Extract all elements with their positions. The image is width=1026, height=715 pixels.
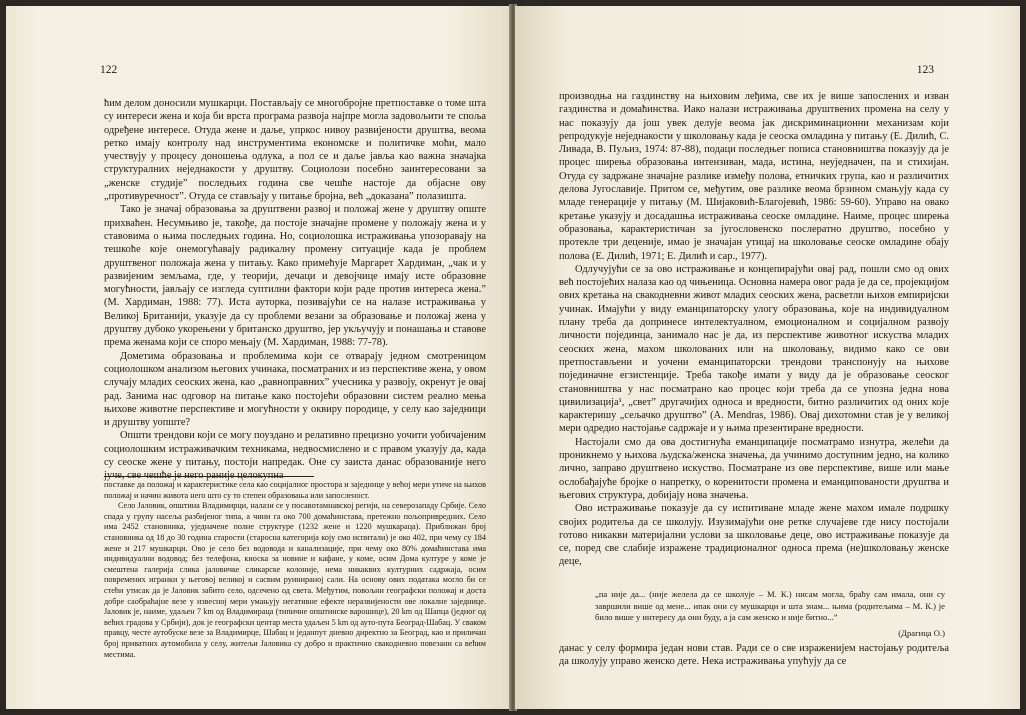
quote-attribution: (Драгица О.): [898, 627, 945, 638]
left-page: [6, 6, 511, 709]
right-body-text: [559, 90, 949, 569]
left-body-text: [104, 97, 486, 483]
paragraph: Тако је значај образовања за друштвени развој и положај жене у друштву опште прихваћен. Несумњиво је, такође, да постоје значајне промене у положају жена и у ставовима о њима последњих година. Но, социолошка истраживања упозоравају на тешкоће које онемогућавају радикалну промену ситуације када је проблем друштвеног положаја жена у питању. Како примећује Маргарет Хардиман, „чак и у развијеним земљама, где, у теорији, дечаци и девојчице имају исте образовне могућности, јављају се изгледа суптилни фактори који раде против интереса жена.” (М. Хардиман, 1988: 77). Иста ауторка, позивајући се на налазе истраживања у Великој Британији, указује да су проблеми везани за образовање и положај жена у друштву дубоко укорењени у британско друштво, јер укључују и понашања и ставове према женама који се споро мењају (М. Хардиман, 1988: 77-78).: [104, 204, 486, 349]
paragraph: Општи трендови који се могу поуздано и релативно прецизно уочити уобичајеним социолошким истраживачким техникама, недвосмислено и с правом указују да, када су сеоске жене у питању, постоји напредак. Оне су заиста данас образованије него јуче, све чешће је него раније целокупна: [104, 430, 486, 482]
page-number-left: 122: [100, 64, 118, 76]
quote-text: „па није да... (није желела да се школује – М. К.) нисам могла, браћу сам имала, они су завршили више од мене... ипак они су мушкарци и шта знам... њима (родитељима – М. К.) је било више у интересу да они буду, а ја сам женско и није битно...”: [595, 589, 945, 623]
paragraph: Настојали смо да ова достигнућа еманципације посматрамо изнутра, желећи да проникнемо у њихова људска/женска значења, да учинимо доступним једно, на колико лично, заправо друштвено искуство. Посматране из ове перспективе, више или мање ослобађајуће бројке о напретку, о коренитости промена и еманципованости друштва и његових структура, добијају нова значења.: [559, 436, 949, 501]
footnote-rule: [104, 476, 314, 477]
paragraph: производња на газдинству на њиховим леђима, све их је више запослених и изван газдинства и домаћинства. Иако налази истраживања друштвених промена на селу у нас показују да још увек делује веома јак дискриминационни механизам који репродукује неједнакости у школовању када је сеоска омладина у питању (Е. Дилић, С. Ливада, В. Пуљиз, 1974: 87-88), подаци последњег пописа становништва показују да је процес ширења образовања интензиван, мада, истина, неуједначен, па и стихијан. Отуда су задржане значајне разлике између полова, етничких група, као и различитих делова Југославије. Притом се, међутим, ове разлике веома брзином смањују када су младе генерације у питању (М. Шијаковић-Благојевић, 1986: 59-60). Управо на овако кретање указују и досадашња истраживања сеоске омладине. Наиме, процес ширења образовања, карактеристичан за југословенско послератно друштво, посебно у протекле три деценије, имао је значајан утицај на школовање сеоске омладине обају полова (Е. Дилић, 1971; Е. Дилић и сар., 1977).: [559, 91, 949, 262]
footnote: поставке да положај и карактеристике села као социјалног простора и заједнице у већој мери утиче на њихов положај и начин живота него што су то степен образовања или запосленост.: [104, 480, 486, 500]
paragraph: ћим делом доносили мушкарци. Постављају се многобројне претпоставке о томе шта су интереси жена и која би врста програма развоја најпре могла задовољити те споља одређене интересе. Отуда жене и даље, упркос нивоу развијености друштва, веома ретко имају контролу над инструментима економске и политичке моћи, мало учествују у процесу доношења одлука, а пол се и даље јавља као важна значајка структуралних неједнакости у друштву. Социолози посебно заинтересовани за „женске студије” последњих година све чешће настоје да објасне ову „противуречност”. Отуда се стављају у питање бројна, већ „доказана” полазишта.: [104, 98, 486, 203]
paragraph: Дометима образовања и проблемима који се отварају једном смотреницом социолошком анализом његових учинака, посматраних и из перспективе жена, у овом случају младих сеоских жена, као „равноправних” учесника у развоју, окренут је овај рад. Занима нас одговор на питање како постојећи образовни систем реално мења њихове животне перспективе и могућности у оквиру породице, у селу као заједници и друштву уопште?: [104, 350, 486, 429]
closing-text: [559, 642, 949, 669]
paragraph: Одлучујући се за ово истраживање и концепирајући овај рад, пошли смо од ових већ постојећих налаза као од чињеница. Основна намера овог рада је да се, пројекцијом ових кретања на свакодневни живот младих сеоских жена, расветли њихов емпиријски учинак. Имајући у виду еманципаторску улогу образовања, које на индивидуалном плану треба да допринесе интелектуалном, емоционалном и социјалном развоју личности појединца, занимало нас је да, из перспективе животног искуства младих сеоских жена, махом школованих или на школовању, видимо како се ови претпостављени и уочени еманципаторски трендови транспонују на њихове појединачне егзистенције. Треба такође имати у виду да је образовање сеоског становништва у нас посматрано као процес који треба да се упозна једна нова цивилизација¹, „свет” другачијих односа и вредности, битно различитих од оних које карактеришу „сељачко друштво” (A. Mendras, 1986). Овај дихотомни став је у великој мери одредио настојање садржаје и у њима презентиране вредности.: [559, 263, 949, 435]
right-page: [515, 6, 1020, 709]
footnotes: [104, 480, 486, 660]
interview-quote: [595, 589, 945, 639]
page-number-right: 123: [916, 64, 934, 76]
footnote: Село Јаловик, општина Владимирци, налази се у посавотамнавској регији, на северозападу Србије. Село спада у групу насеља разбијеног типа, а чини га око 700 домаћинстава, претежно пољопривредних. Село има 2452 становника, уједначене полне структуре (1232 жене и 1220 мушкараца). Приближан број становника од 18 до 30 година старости (старосна категорија коју смо испитали) је око 402, при чему су 184 жене и 217 мушкарци. Ово је село без водовода и канализације, при чему око 80% домаћинстава има индивидуални водовод; без телефона, киоска за новине и кафане, у коме, осим Дома културе у коме је смештена галерија слика јаловичке сликарске колоније, нема никаквих културних садржаја, осим повремених игранки у његовој великој и сасвим руинираној сали. На основу ових података могло би се стећи утисак да је Јаловик забито село, одсечено од света. Међутим, повољни географски положај и доста добре саобраћајне везе у извесној мери умањују негативне ефекте неразвијености ове локалне заједнице. Јаловик је, наиме, удаљен 7 km од Владимираца (типичне општинске варошице), 20 km од Шапца (једног од већих градова у Србији), док је географски центар места удаљен 5 km од ауто-пута Београд-Шабац. У сваком правцу, честе аутобуске везе за Владимирце, Шабац и једанпут дневно директно за Београд, као и приличан број приватних аутомобила у селу, житељи Јаловика су добро и практично свакодневно повезани са већим местима.: [104, 501, 486, 659]
paragraph: данас у селу формира један нови став. Ради се о све израженијем настојању родитеља да школују управо женско дете. Нека истраживања упућују да се: [559, 643, 949, 668]
paragraph: Ово истраживање показује да су испитиване младе жене махом имале подршку својих родитеља да се школују. Изузимајући оне ретке случајеве где нису постојали готово никакви материјални услови за школовање деце, ово истраживање показује да се, поред све слабије изражене традиционалног односа према (не)школовању женске деце,: [559, 503, 949, 568]
